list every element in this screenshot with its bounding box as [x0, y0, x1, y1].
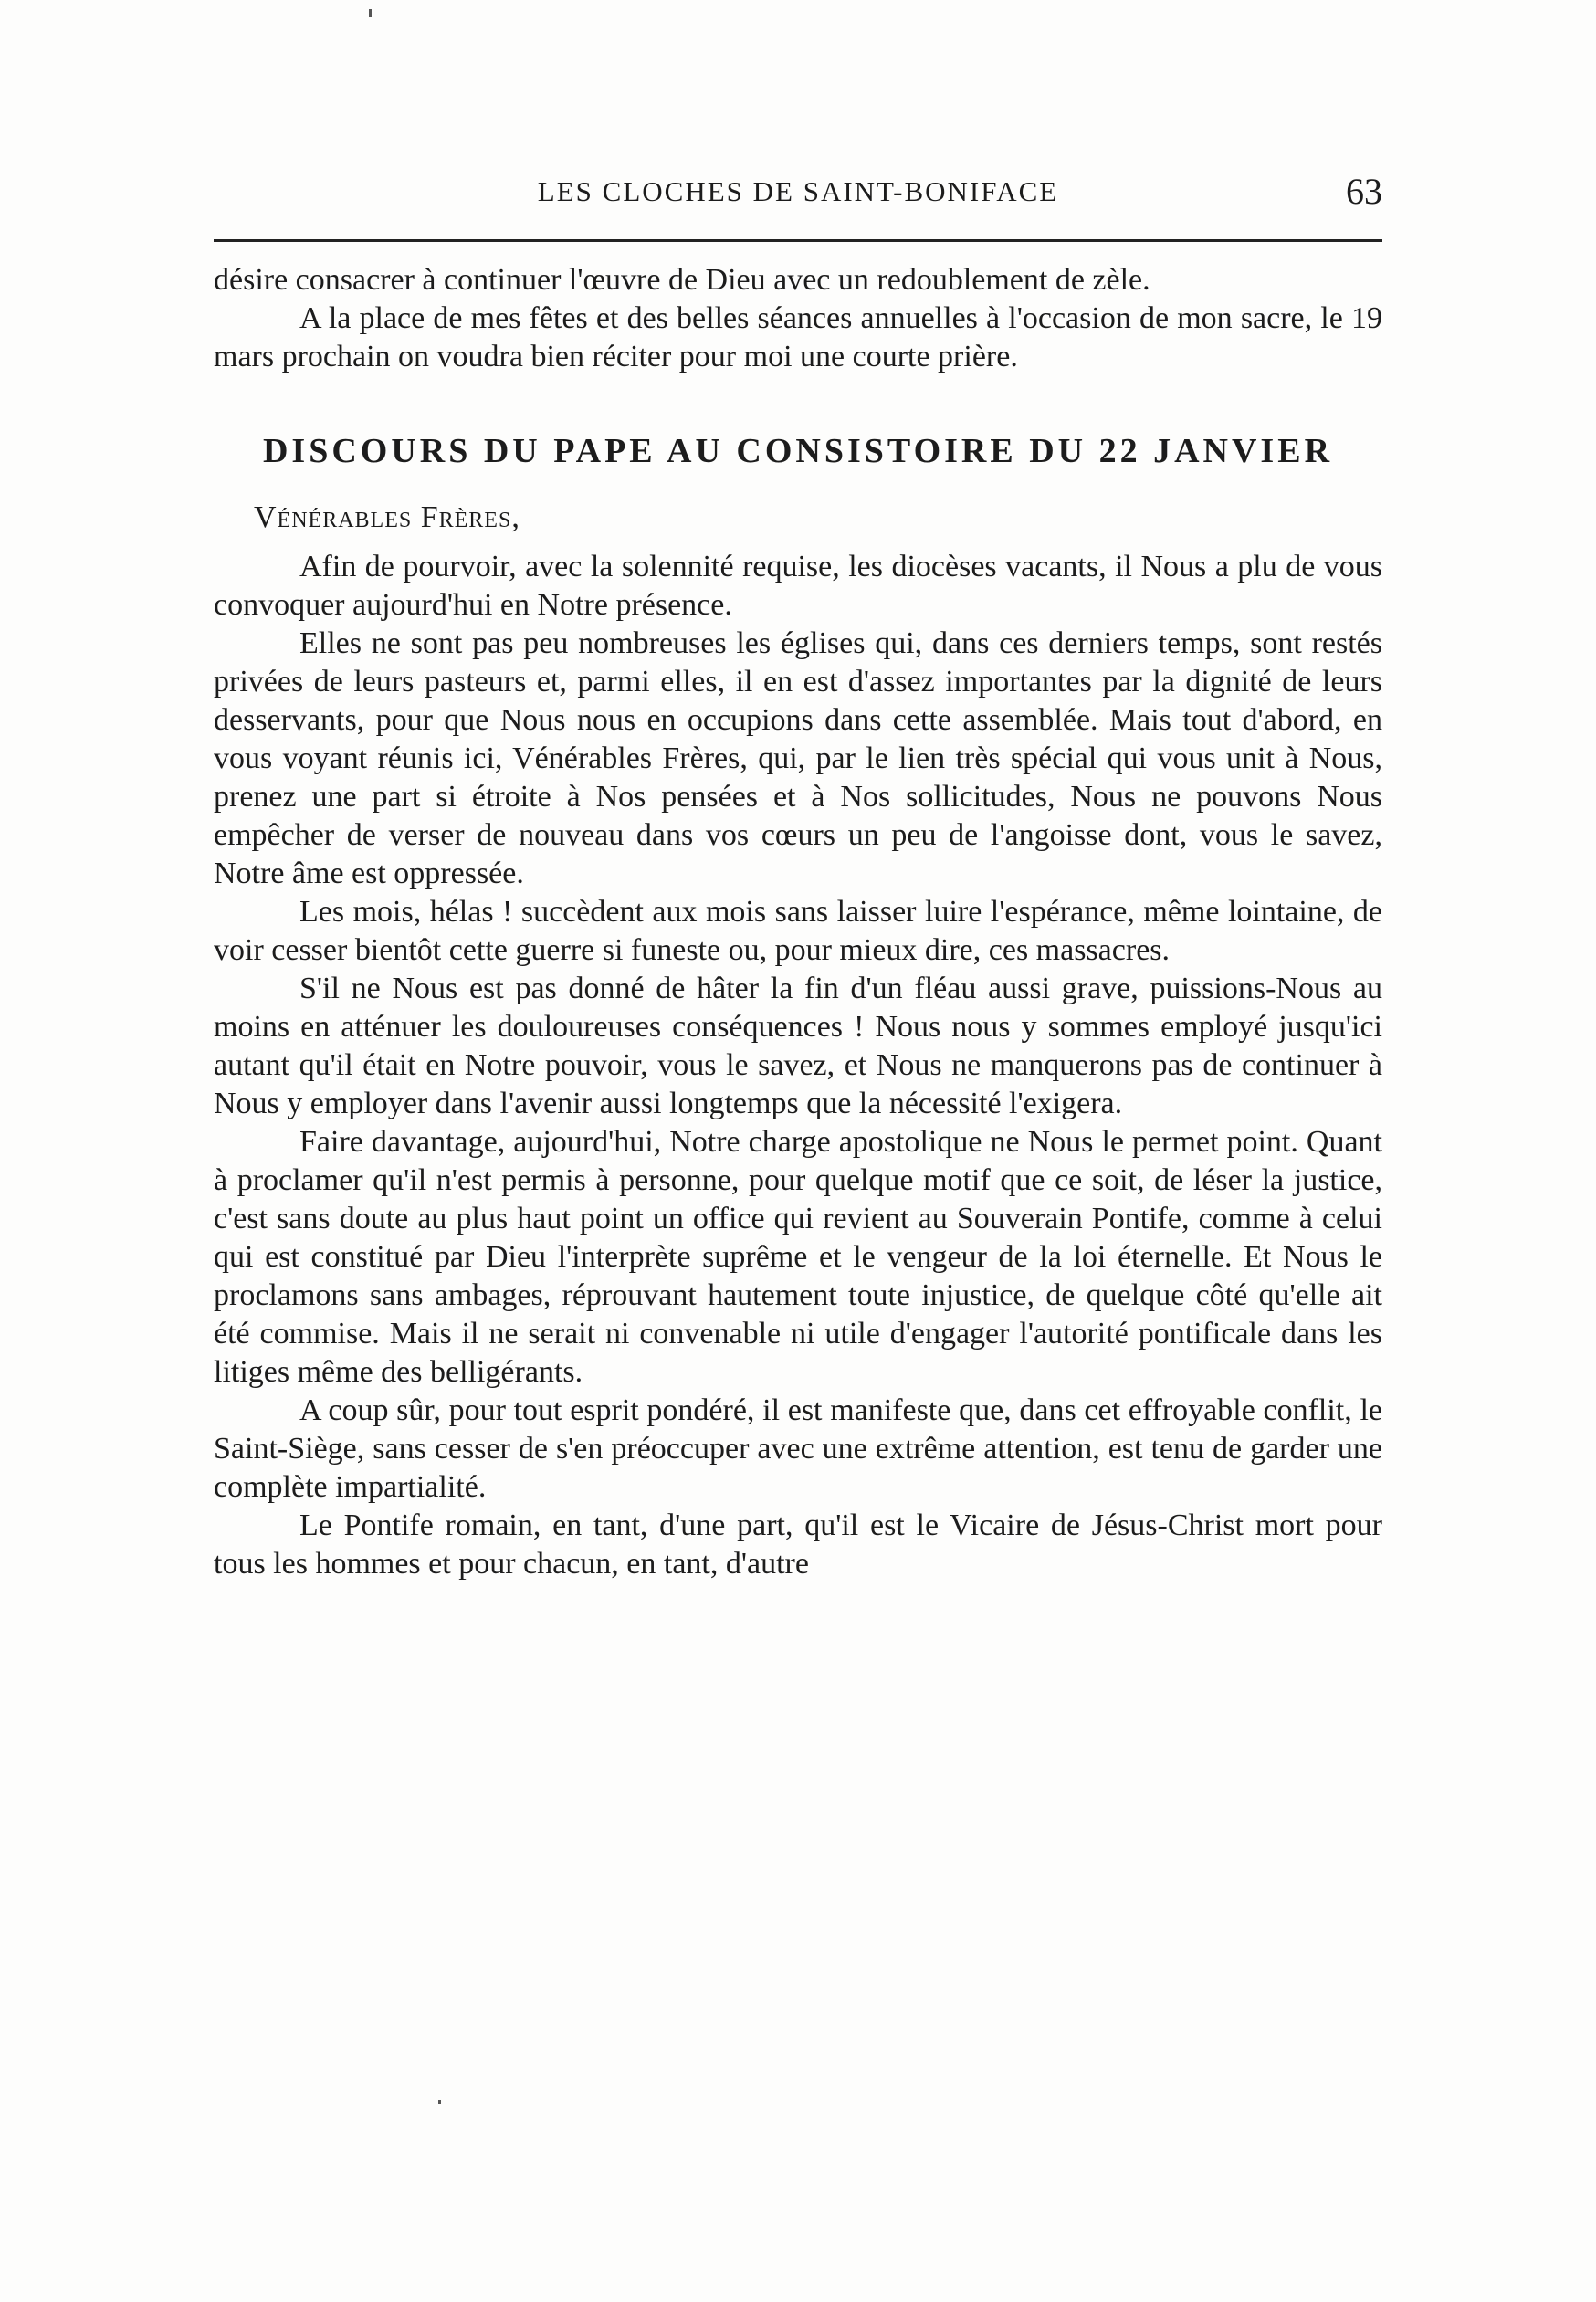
section-heading: DISCOURS DU PAPE AU CONSISTOIRE DU 22 JANVIER [262, 432, 1334, 470]
ink-speck [438, 2100, 441, 2104]
running-title: LES CLOCHES DE SAINT-BONIFACE [537, 175, 1059, 207]
header-rule [214, 239, 1382, 242]
paragraph: Afin de pourvoir, avec la solennité requise, les diocèses vacants, il Nous a plu de vous convoquer aujourd'hui en Notre présence. [214, 550, 1382, 622]
ink-speck [369, 9, 372, 17]
paragraph: A la place de mes fêtes et des belles séances annuelles à l'occasion de mon sacre, le 19 mars prochain on voudra bien réciter pour moi une courte prière. [214, 301, 1382, 373]
paragraph: S'il ne Nous est pas donné de hâter la fin d'un fléau aussi grave, puissions-Nous au moins en atténuer les douloureuses conséquences ! Nous nous y sommes employé jusqu'ici autant qu'il était en Notre pouvoir, vous le savez, et Nous ne manquerons pas de continuer à Nous y employer dans l'avenir aussi longtemps que la nécessité l'exigera. [214, 972, 1382, 1120]
paragraph: Le Pontife romain, en tant, d'une part, qu'il est le Vicaire de Jésus-Christ mort pour tous les hommes et pour chacun, en tant, d'autre [214, 1508, 1382, 1581]
paragraph: A coup sûr, pour tout esprit pondéré, il est manifeste que, dans cet effroyable conflit, le Saint-Siège, sans cesser de s'en préoccuper avec une extrême attention, est tenu de garder une complète impartialité. [214, 1393, 1382, 1504]
paragraph: Les mois, hélas ! succèdent aux mois sans laisser luire l'espérance, même lointaine, de voir cesser bientôt cette guerre si funeste ou, pour mieux dire, ces massacres. [214, 895, 1382, 967]
page-number: 63 [1346, 171, 1382, 212]
paragraph: Elles ne sont pas peu nombreuses les églises qui, dans ces derniers temps, sont restés privées de leurs pasteurs et, parmi elles, il en est d'assez importantes par la dignité de leurs desservants, pour que Nous nous en occupions dans cette assemblée. Mais tout d'abord, en vous voyant réunis ici, Vénérables Frères, qui, par le lien très spécial qui vous unit à Nous, prenez une part si étroite à Nos pensées et à Nos sollicitudes, Nous ne pouvons Nous empêcher de verser de nouveau dans vos cœurs un peu de l'angoisse dont, vous le savez, Notre âme est oppressée. [214, 626, 1382, 890]
continued-paragraph: désire consacrer à continuer l'œuvre de Dieu avec un redoublement de zèle. [214, 263, 1150, 297]
salutation: Vénérables Frères, [254, 500, 520, 534]
page-header [214, 170, 1382, 215]
paragraph: Faire davantage, aujourd'hui, Notre charge apostolique ne Nous le permet point. Quant à proclamer qu'il n'est permis à personne, pour quelque motif que ce soit, de léser la justice, c'est sans doute au plus haut point un office qui revient au Souverain Pontife, comme à celui qui est constitué par Dieu l'interprète suprême et le vengeur de la loi éternelle. Et Nous le proclamons sans ambages, réprouvant hautement toute injustice, de quelque côté qu'elle ait été commise. Mais il ne serait ni convenable ni utile d'engager l'autorité pontificale dans les litiges même des belligérants. [214, 1125, 1382, 1389]
page-body [214, 261, 1382, 1583]
